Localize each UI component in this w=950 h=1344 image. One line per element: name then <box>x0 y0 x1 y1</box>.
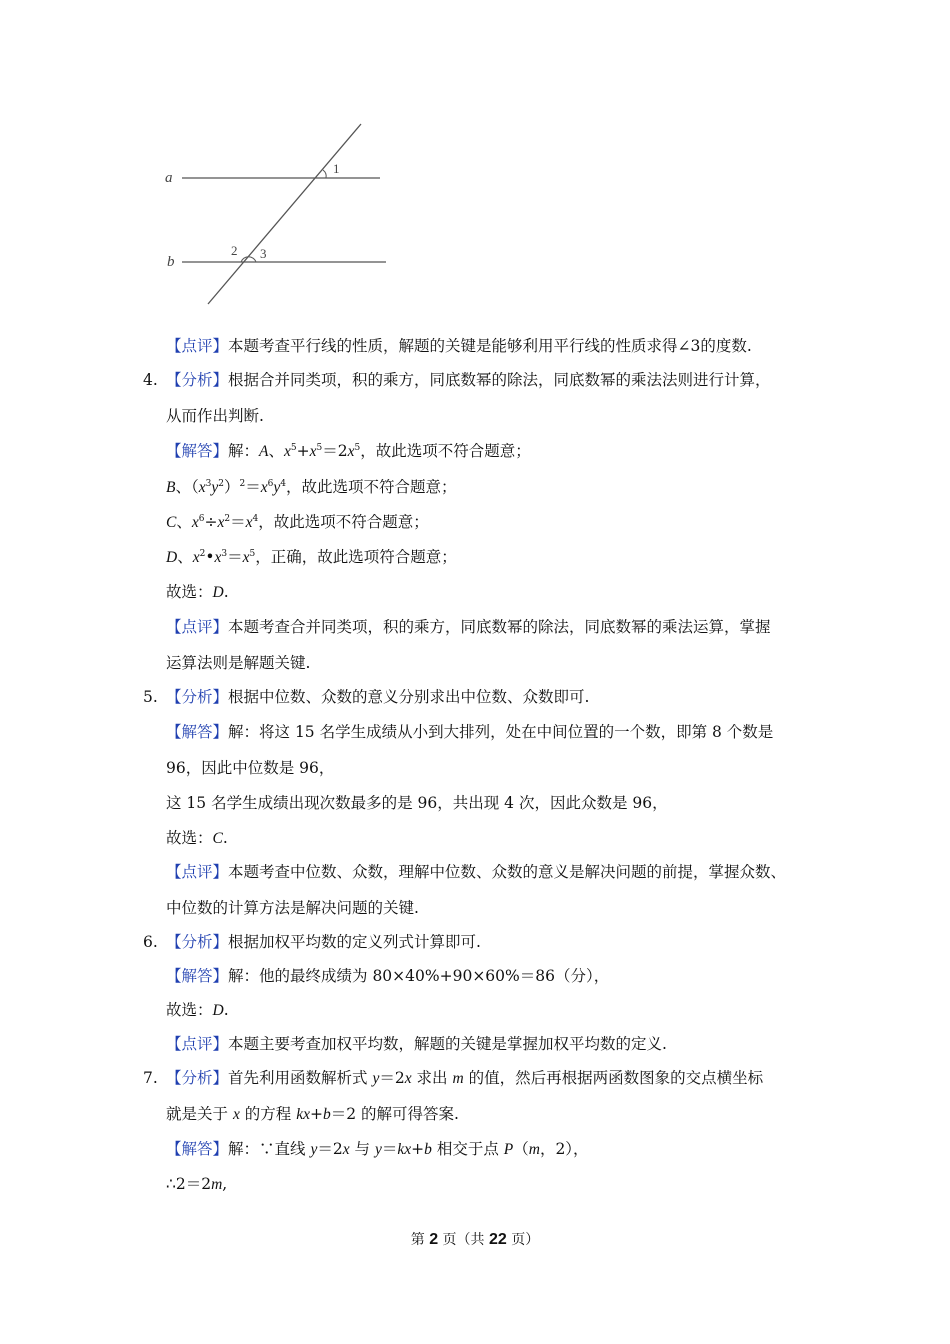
q4-choice: 故选：D. <box>166 583 229 601</box>
angle-label-3: 3 <box>260 246 267 261</box>
q6-number: 6. <box>143 933 158 951</box>
page-footer: 第 2 页（共 22 页） <box>410 1231 540 1248</box>
label-b: b <box>167 254 175 270</box>
q7-analysis: 【分析】首先利用函数解析式 y＝2x 求出 m 的值，然后再根据两函数图象的交点横坐标 <box>166 1069 764 1087</box>
angle-label-2: 2 <box>231 243 238 258</box>
total-pages: 22 <box>489 1231 507 1248</box>
q5-comment: 【点评】本题考查中位数、众数，理解中位数、众数的意义是解决问题的前提，掌握众数、 <box>166 863 787 881</box>
label-a: a <box>165 170 173 186</box>
q4-answer-d: D、$x^2•x^3=x^5$，正确，故此选项符合题意； <box>166 548 457 566</box>
q6-answer: 【解答】解：他的最终成绩为 80×40%+90×60%＝86（分）， <box>166 967 610 985</box>
comment-tag: 【点评】 <box>166 337 229 355</box>
q4-comment-cont: 运算法则是解题关键. <box>166 654 311 672</box>
q5-number: 5. <box>143 688 158 706</box>
q7-answer-step: ∴2＝2m, <box>166 1175 228 1193</box>
q4-answer-c: C、$x^6\div x^2=x^4$，故此选项不符合题意； <box>166 513 429 531</box>
q6-analysis: 【分析】根据加权平均数的定义列式计算即可. <box>166 933 481 951</box>
angle-2-3-arc <box>241 257 256 262</box>
angle-label-1: 1 <box>333 161 340 176</box>
q4-analysis: 【分析】根据合并同类项，积的乘方，同底数幂的除法，同底数幂的乘法法则进行计算， <box>166 371 771 389</box>
q5-choice: 故选：C. <box>166 829 228 847</box>
q3-comment: 【点评】本题考查平行线的性质，解题的关键是能够利用平行线的性质求得∠3的度数. <box>166 337 752 355</box>
parallel-lines-figure <box>160 118 400 310</box>
q7-analysis-cont: 就是关于 x 的方程 kx+b＝2 的解可得答案. <box>166 1105 459 1123</box>
q4-answer-a: 【解答】解：A、$x^5+x^5=2x^5$，故此选项不符合题意； <box>166 442 531 460</box>
q5-answer-mode: 这 15 名学生成绩出现次数最多的是 96，共出现 4 次，因此众数是 96， <box>166 794 668 812</box>
angle-1-arc <box>323 170 326 178</box>
q4-answer-b: B、$(x^3y^2)^2=x^6y^4$，故此选项不符合题意； <box>166 478 457 496</box>
q6-comment: 【点评】本题主要考查加权平均数，解题的关键是掌握加权平均数的定义. <box>166 1035 667 1053</box>
q4-number: 4. <box>143 371 158 389</box>
q5-answer-cont: 96，因此中位数是 96， <box>166 759 335 777</box>
current-page: 2 <box>429 1231 439 1248</box>
q5-comment-cont: 中位数的计算方法是解决问题的关键. <box>166 899 419 917</box>
transversal-line <box>208 124 361 304</box>
q4-analysis-cont: 从而作出判断. <box>166 407 264 425</box>
q6-choice: 故选：D. <box>166 1001 229 1019</box>
q7-number: 7. <box>143 1069 158 1087</box>
q5-analysis: 【分析】根据中位数、众数的意义分别求出中位数、众数即可. <box>166 688 590 706</box>
q4-comment: 【点评】本题考查合并同类项，积的乘方，同底数幂的除法，同底数幂的乘法运算，掌握 <box>166 618 771 636</box>
q5-answer: 【解答】解：将这 15 名学生成绩从小到大排列，处在中间位置的一个数，即第 8 个数是 <box>166 723 774 741</box>
q7-answer: 【解答】解：∵直线 y＝2x 与 y＝kx+b 相交于点 P（m，2）， <box>166 1140 589 1158</box>
